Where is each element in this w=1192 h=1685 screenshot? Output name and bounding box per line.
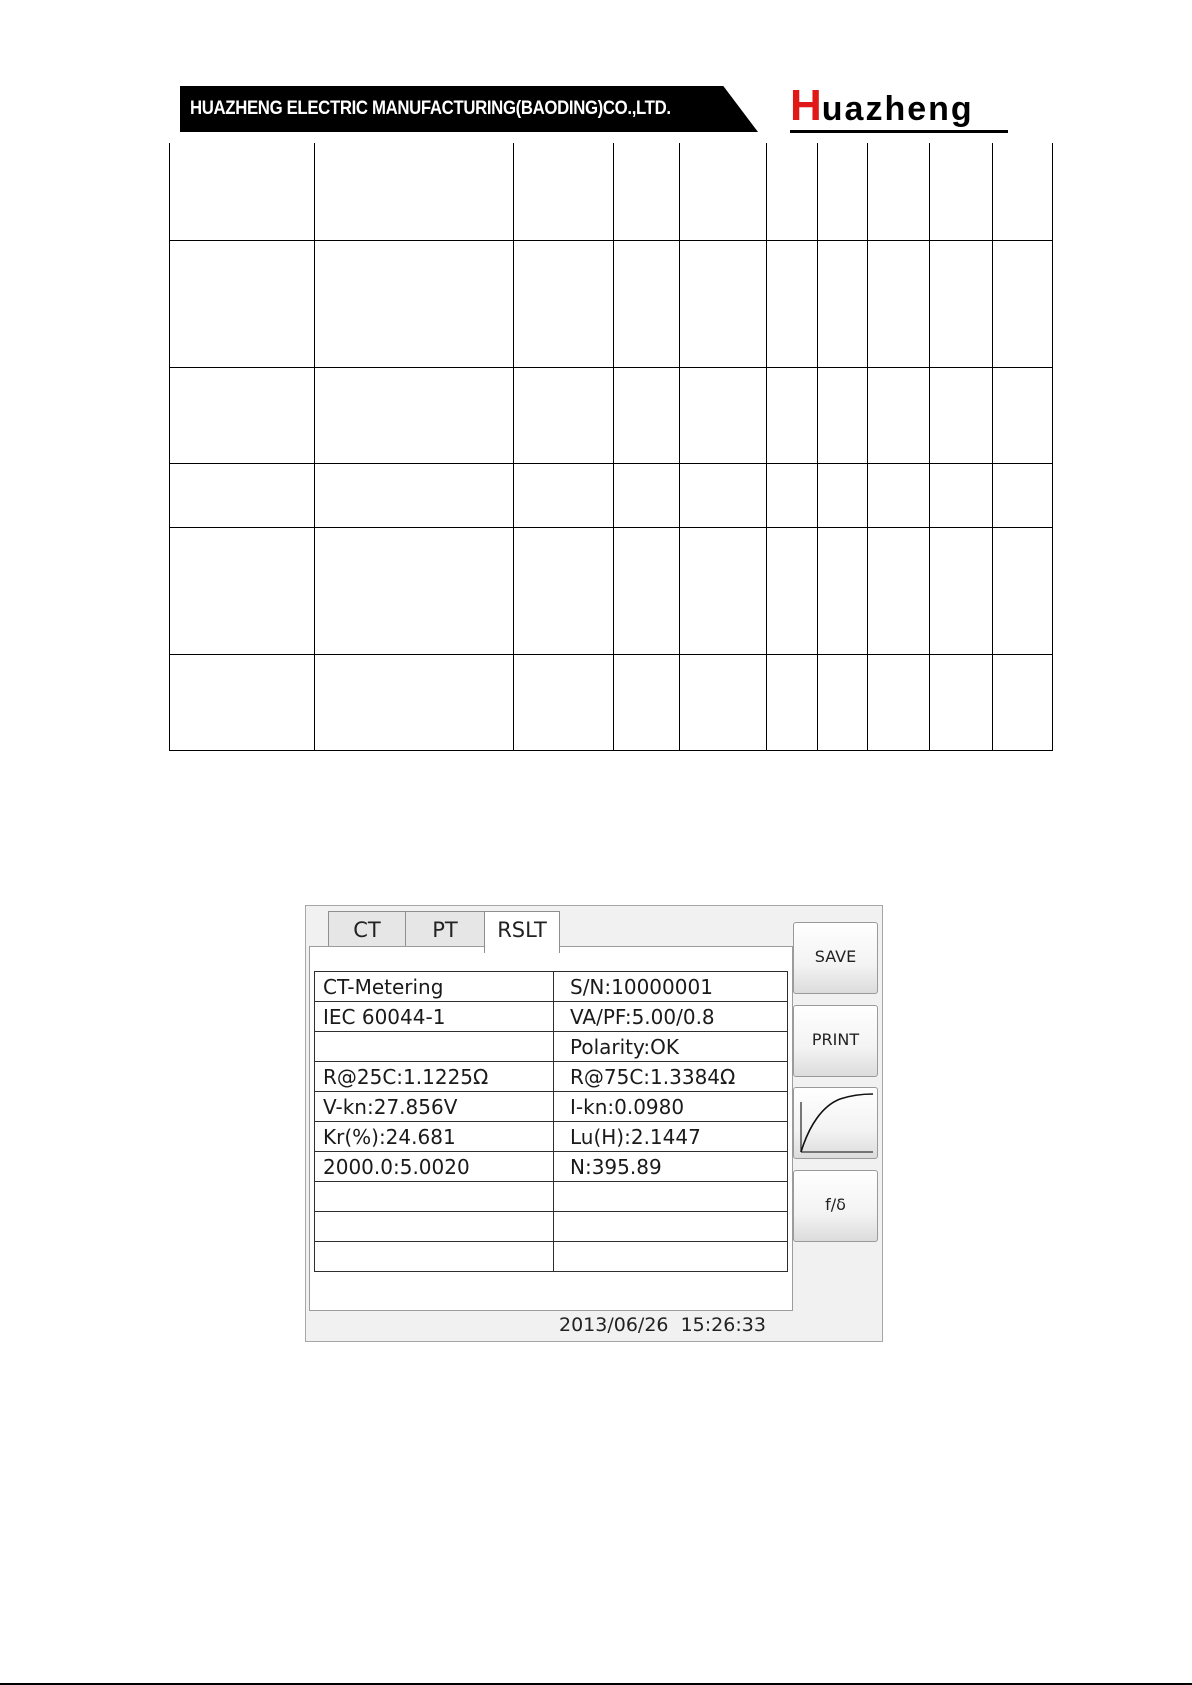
result-right-cell	[554, 1242, 788, 1272]
company-name: HUAZHENG ELECTRIC MANUFACTURING(BAODING)CO.,LTD.	[190, 97, 671, 119]
result-row	[315, 1062, 788, 1092]
ratio-error-button[interactable]: f/δ	[793, 1170, 878, 1242]
result-row	[315, 1242, 788, 1272]
table-row	[170, 240, 1053, 367]
table-row	[170, 143, 1053, 240]
result-row	[315, 1032, 788, 1062]
result-left-cell: Kr(%):24.681	[315, 1122, 554, 1152]
brand-logo	[790, 82, 1008, 133]
save-button[interactable]: SAVE	[793, 922, 878, 994]
tab-ct[interactable]: CT	[328, 911, 406, 947]
print-button[interactable]: PRINT	[793, 1005, 878, 1077]
result-row	[315, 1152, 788, 1182]
curve-button[interactable]	[793, 1087, 878, 1159]
table-row	[170, 367, 1053, 463]
empty-table	[169, 143, 1053, 751]
result-right-cell: I-kn:0.0980	[554, 1092, 788, 1122]
result-right-cell: R@75C:1.3384Ω	[554, 1062, 788, 1092]
result-right-cell	[554, 1182, 788, 1212]
result-right-cell: Lu(H):2.1447	[554, 1122, 788, 1152]
excitation-curve-icon	[794, 1088, 879, 1160]
result-row	[315, 1002, 788, 1032]
table-row	[170, 527, 1053, 654]
result-row	[315, 972, 788, 1002]
result-left-cell	[315, 1182, 554, 1212]
result-right-cell: N:395.89	[554, 1152, 788, 1182]
result-right-cell: Polarity:OK	[554, 1032, 788, 1062]
result-left-cell: V-kn:27.856V	[315, 1092, 554, 1122]
result-right-cell: VA/PF:5.00/0.8	[554, 1002, 788, 1032]
result-row	[315, 1212, 788, 1242]
result-row	[315, 1092, 788, 1122]
result-right-cell: S/N:10000001	[554, 972, 788, 1002]
tab-rslt[interactable]: RSLT	[484, 911, 560, 953]
result-right-cell	[554, 1212, 788, 1242]
timestamp: 2013/06/26 15:26:33	[559, 1314, 766, 1336]
result-left-cell	[315, 1242, 554, 1272]
result-left-cell: 2000.0:5.0020	[315, 1152, 554, 1182]
table-row	[170, 654, 1053, 750]
brand-name: uazheng	[821, 90, 974, 128]
result-left-cell	[315, 1212, 554, 1242]
result-row	[315, 1122, 788, 1152]
result-left-cell: IEC 60044-1	[315, 1002, 554, 1032]
brand-initial: H	[790, 81, 822, 130]
table-row	[170, 463, 1053, 527]
results-panel	[309, 946, 793, 1311]
device-screen	[305, 905, 883, 1342]
result-left-cell	[315, 1032, 554, 1062]
result-left-cell: R@25C:1.1225Ω	[315, 1062, 554, 1092]
result-left-cell: CT-Metering	[315, 972, 554, 1002]
tab-pt[interactable]: PT	[405, 911, 485, 947]
result-row	[315, 1182, 788, 1212]
results-table	[314, 971, 788, 1272]
